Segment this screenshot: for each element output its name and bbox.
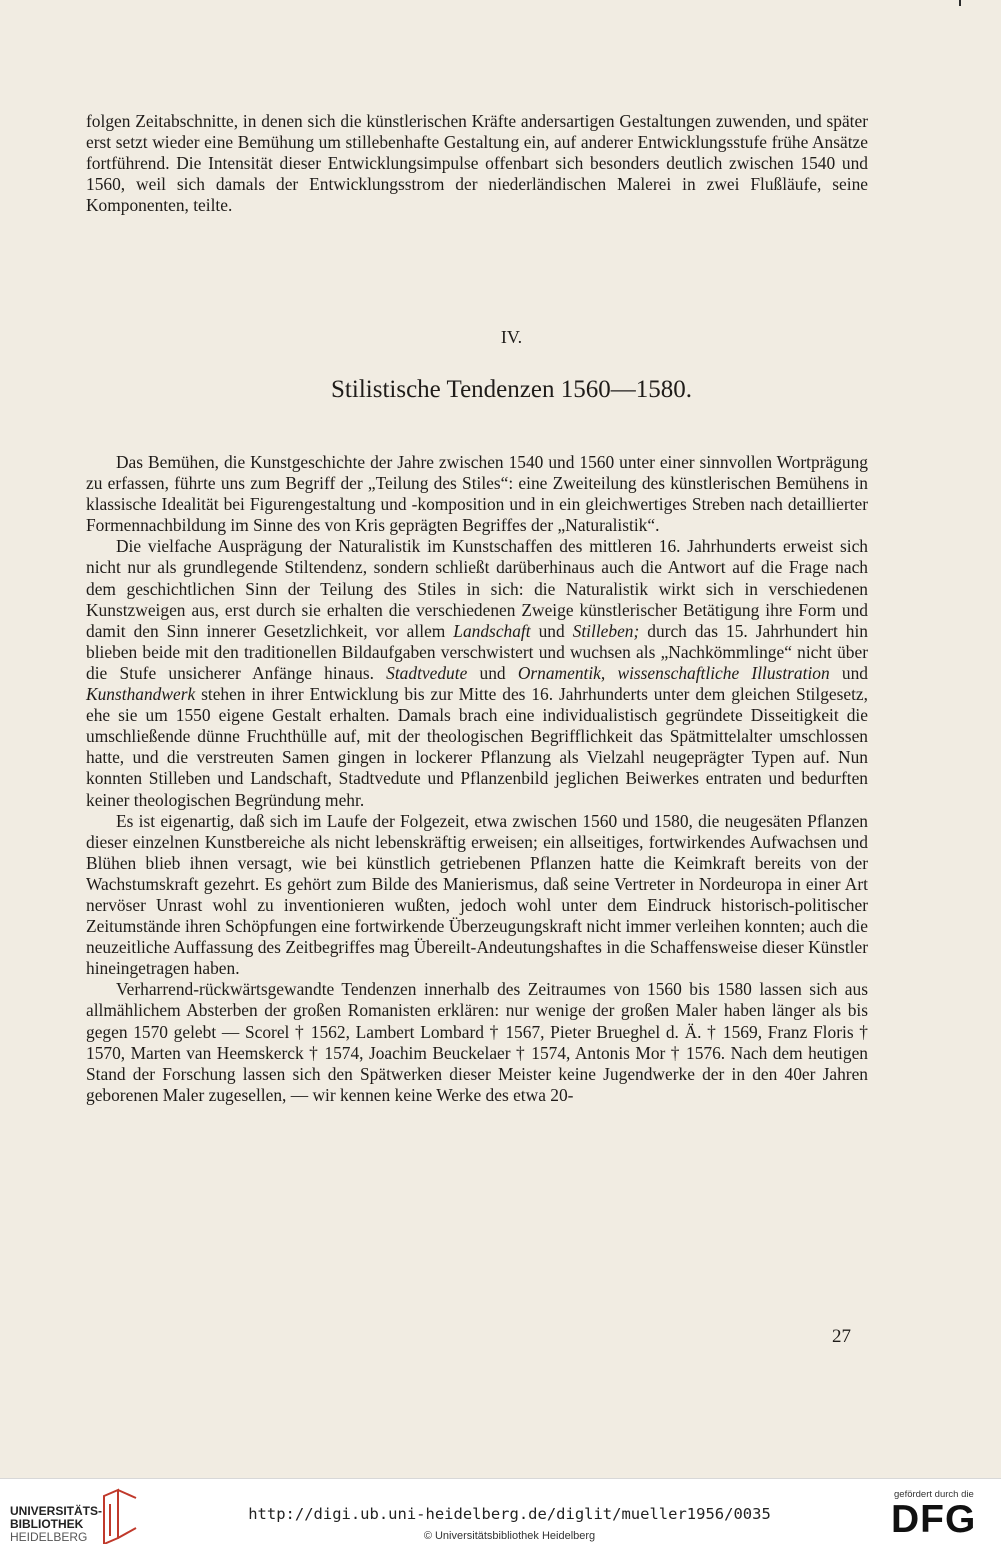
scan-mark — [959, 0, 961, 6]
source-url-link[interactable]: http://digi.ub.uni-heidelberg.de/diglit/mueller1956/0035 — [248, 1505, 771, 1523]
section-title: Stilistische Tendenzen 1560—1580. — [331, 376, 692, 403]
intro-text-block — [86, 111, 868, 216]
paragraph-3: Es ist eigenartig, daß sich im Laufe der Folgezeit, etwa zwischen 1560 und 1580, die neugesäten Pflanzen dieser einzelnen Kunstbereiche als nicht lebenskräftig erweisen; ein allseitiges, fortwirkendes Aufwachsen und Blühen blieb ihnen versagt, wie bei künstlich getriebenen Pflanzen hatte die Keimkraft bereits von der Wachstumskraft gezehrt. Es gehört zum Bilde des Manierismus, daß seine Vertreter in Nordeuropa in einer Art nervöser Unrast wohl zu inventionieren wußten, jedoch wohl unter dem Eindruck historisch-politischer Zeitumstände ihren Schöpfungen eine fortwirkende Überzeugungskraft nicht immer verleihen konnten; auch die neuzeitliche Auffassung des Zeitbegriffes mag Übereilt-Andeutungshaftes in die Schaffensweise dieser Künstler hineingetragen haben. — [86, 810, 868, 979]
library-name-line-1: UNIVERSITÄTS- — [10, 1504, 103, 1518]
italic-term: Kunsthandwerk — [86, 684, 196, 705]
paragraph-4: Verharrend-rückwärtsgewandte Tendenzen innerhalb des Zeitraumes von 1560 bis 1580 lassen sich aus allmählichem Absterben der großen Romanisten erklären: nur wenige der großen Maler haben länger als bis gegen 1570 gelebt — Scorel † 1562, Lambert Lombard † 1567, Pieter Brueghel d. Ä. † 1569, Franz Floris † 1570, Marten van Heemskerck † 1574, Joachim Beuckelaer † 1574, Antonis Mor † 1576. Nach dem heutigen Stand der Forschung lassen sich den Spätwerken dieser Meister keine Jugendwerke der in den 40er Jahren geborenen Maler zugesellen, — wir kennen keine Werke des etwa 20- — [86, 979, 868, 1105]
italic-term: Landschaft — [453, 620, 531, 641]
italic-term: Ornamentik, wissenschaftliche Illustration — [517, 662, 830, 683]
paragraph-2: Die vielfache Ausprägung der Naturalistik im Kunstschaffen des mittleren 16. Jahrhunderts erweist sich nicht nur als grundlegende Stiltendenz, sondern schließt darüberhinaus auch die Antwort auf die Frage nach dem geschichtlichen Sinn der Teilung des Stiles in sich: die Naturalistik wirkt sich in verschiedenen Kunstzweigen aus, erst durch sie erhalten die verschiedenen Zweige künstlerischer Betätigung ihre Form und damit den Sinn innerer Gesetzlichkeit, vor allem Landschaft und Stilleben; durch das 15. Jahrhundert hin blieben beide mit den traditionellen Bildaufgaben verschwistert und wuchsen als „Nachkömmlinge“ nicht über die Stufe unsicherer Anfänge hinaus. Stadtvedute und Ornamentik, wissenschaftliche Illustration und Kunsthandwerk stehen in ihrer Entwicklung bis zur Mitte des 16. Jahrhunderts unter dem gleichen Stilgesetz, ehe sie um 1550 eigene Gestalt erhalten. Damals brach eine individualistisch gegründete Disseitigkeit die umschließende dünne Fruchthülle auf, mit der theologischen Begrifflichkeit das Spätmittelalter umschlossen hatte, und die verstreuten Samen gingen in lockerer Pflanzung als Vielzahl neugeprägter Typen auf. Nun konnten Stilleben und Landschaft, Stadtvedute und Pflanzenbild jeglichen Beiwerkes entraten und bedurften keiner theologischen Begründung mehr. — [86, 536, 868, 810]
body-text-block — [86, 452, 868, 1106]
library-name-line-2: BIBLIOTHEK — [10, 1517, 84, 1531]
page-number: 27 — [832, 1326, 851, 1347]
italic-term: Stilleben; — [572, 620, 640, 641]
italic-term: Stadtvedute — [386, 662, 468, 683]
intro-paragraph: folgen Zeitabschnitte, in denen sich die künstlerischen Kräfte andersartigen Gestaltungen zuwenden, und später erst setzt wieder eine Bemühung um stillebenhafte Gestaltung ein, auf anderer Entwicklungsstufe frühe Ansätze fortführend. Die Intensität dieser Entwicklungsimpulse offenbart sich besonders deutlich zwischen 1540 und 1560, weil sich damals der Entwicklungsstrom der niederländischen Malerei in zwei Flußläufe, seine Komponenten, teilte. — [86, 111, 868, 216]
dfg-logo[interactable]: DFG — [891, 1498, 977, 1541]
copyright-notice: © Universitätsbibliothek Heidelberg — [423, 1530, 596, 1542]
paragraph-1: Das Bemühen, die Kunstgeschichte der Jahre zwischen 1540 und 1560 unter einer sinnvollen Wortprägung zu erfassen, führte uns zum Begriff der „Teilung des Stiles“: eine Zweiteilung des künstlerischen Bemühens in klassische Idealität bei Figurengestaltung und -komposition und in ein gleichwertiges Streben nach detaillierter Formennachbildung im Sinne des von Kris geprägten Begriffes der „Naturalistik“. — [86, 452, 868, 536]
section-number: IV. — [500, 327, 523, 347]
library-name-line-3: HEIDELBERG — [10, 1530, 88, 1544]
funding-note: gefördert durch die — [894, 1489, 974, 1500]
